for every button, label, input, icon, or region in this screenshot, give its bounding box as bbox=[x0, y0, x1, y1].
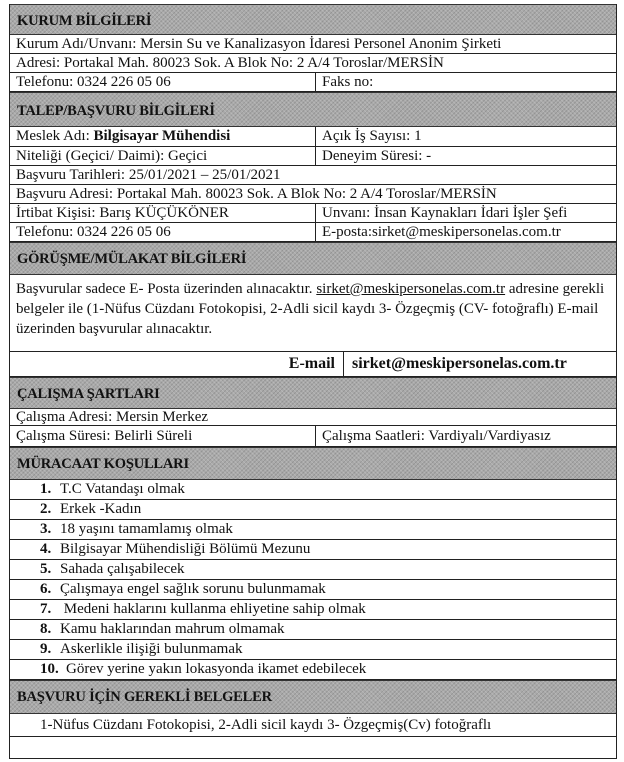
acik-is-sayisi: Açık İş Sayısı: 1 bbox=[322, 128, 422, 144]
section-header-belgeler: BAŞVURU İÇİN GEREKLİ BELGELER bbox=[10, 680, 616, 714]
condition-item bbox=[10, 640, 616, 660]
condition-item bbox=[10, 500, 616, 520]
talep-eposta: E-posta:sirket@meskipersonelas.com.tr bbox=[322, 224, 561, 240]
condition-item bbox=[10, 620, 616, 640]
row-kurum-adi bbox=[10, 35, 616, 54]
basvuru-adresi: Başvuru Adresi: Portakal Mah. 80023 Sok. A Blok No: 2 A/4 Toroslar/MERSİN bbox=[16, 186, 497, 202]
condition-item bbox=[10, 540, 616, 560]
condition-number: 2. bbox=[40, 501, 52, 517]
row-telefon-faks bbox=[10, 73, 616, 92]
kurum-faks: Faks no: bbox=[322, 74, 374, 90]
condition-item bbox=[10, 580, 616, 600]
section-header-muracaat: MÜRACAAT KOŞULLARI bbox=[10, 447, 616, 480]
condition-number: 6. bbox=[40, 581, 52, 597]
row-niteligi bbox=[10, 147, 616, 166]
row-empty bbox=[10, 737, 616, 759]
condition-text: Medeni haklarını kullanma ehliyetine sahip olmak bbox=[60, 601, 366, 617]
row-meslek bbox=[10, 127, 616, 147]
tarihler-value: 25/01/2021 – 25/01/2021 bbox=[128, 167, 281, 183]
row-email bbox=[10, 352, 616, 377]
condition-number: 3. bbox=[40, 521, 52, 537]
meslek-adi bbox=[10, 127, 316, 146]
row-calisma-sure bbox=[10, 426, 616, 447]
meslek-label: Meslek Adı: bbox=[16, 128, 94, 144]
kurum-telefon: Telefonu: 0324 226 05 06 bbox=[10, 73, 316, 91]
row-irtibat bbox=[10, 204, 616, 223]
condition-number: 8. bbox=[40, 621, 52, 637]
row-telefon-eposta bbox=[10, 223, 616, 242]
condition-text: Erkek -Kadın bbox=[60, 501, 142, 517]
email-link[interactable]: sirket@meskipersonelas.com.tr bbox=[316, 281, 506, 297]
condition-text: T.C Vatandaşı olmak bbox=[60, 481, 185, 497]
meslek-value: Bilgisayar Mühendisi bbox=[93, 128, 231, 144]
condition-item bbox=[10, 660, 616, 680]
condition-item bbox=[10, 600, 616, 620]
calisma-suresi: Çalışma Süresi: Belirli Süreli bbox=[10, 426, 316, 446]
condition-text: Çalışmaya engel sağlık sorunu bulunmamak bbox=[60, 581, 326, 597]
gorusme-text-2: adresine gerekli belgeler ile (1-Nüfus Cüzdanı Fotokopisi, 2-Adli sicil kaydı 3- Özgeçmiş (CV- fotoğraflı) E-mail üzerinden başvurular alınacaktır. bbox=[16, 281, 605, 337]
condition-item bbox=[10, 560, 616, 580]
email-label: E-mail bbox=[10, 352, 344, 376]
condition-number: 10. bbox=[40, 661, 59, 677]
condition-text: Sahada çalışabilecek bbox=[60, 561, 185, 577]
row-calisma-adresi bbox=[10, 409, 616, 426]
condition-number: 4. bbox=[40, 541, 52, 557]
section-header-gorusme: GÖRÜŞME/MÜLAKAT BİLGİLERİ bbox=[10, 242, 616, 275]
section-header-calisma: ÇALIŞMA ŞARTLARI bbox=[10, 377, 616, 409]
deneyim-suresi: Deneyim Süresi: - bbox=[322, 148, 432, 164]
gorusme-paragraph bbox=[10, 275, 616, 352]
condition-text: 18 yaşını tamamlamış olmak bbox=[60, 521, 233, 537]
condition-item bbox=[10, 480, 616, 500]
basvuru-tarihleri bbox=[10, 166, 616, 184]
condition-number: 7. bbox=[40, 601, 52, 617]
section-header-talep: TALEP/BAŞVURU BİLGİLERİ bbox=[10, 92, 616, 127]
condition-text: Askerlikle ilişiği bulunmamak bbox=[60, 641, 243, 657]
condition-text: Bilgisayar Mühendisliği Bölümü Mezunu bbox=[60, 541, 311, 557]
unvan: Unvanı: İnsan Kaynakları İdari İşler Şefi bbox=[322, 205, 568, 221]
row-belgeler bbox=[10, 714, 616, 737]
condition-number: 5. bbox=[40, 561, 52, 577]
muracaat-list bbox=[10, 480, 616, 680]
calisma-saatleri: Çalışma Saatleri: Vardiyalı/Vardiyasız bbox=[322, 428, 551, 444]
kurum-adi: Kurum Adı/Unvanı: Mersin Su ve Kanalizasyon İdaresi Personel Anonim Şirketi bbox=[16, 36, 502, 52]
talep-telefon: Telefonu: 0324 226 05 06 bbox=[10, 223, 316, 241]
row-basvuru-adresi bbox=[10, 185, 616, 204]
niteligi: Niteliği (Geçici/ Daimi): Geçici bbox=[10, 147, 316, 165]
condition-text: Görev yerine yakın lokasyonda ikamet edebilecek bbox=[66, 661, 367, 677]
irtibat-kisisi: İrtibat Kişisi: Barış KÜÇÜKÖNER bbox=[10, 204, 316, 222]
condition-text: Kamu haklarından mahrum olmamak bbox=[60, 621, 285, 637]
calisma-adresi: Çalışma Adresi: Mersin Merkez bbox=[16, 409, 209, 425]
belgeler-text: 1-Nüfus Cüzdanı Fotokopisi, 2-Adli sicil kaydı 3- Özgeçmiş(Cv) fotoğraflı bbox=[40, 717, 492, 733]
gorusme-text-1: Başvurular sadece E- Posta üzerinden alınacaktır. bbox=[16, 281, 317, 297]
email-value: sirket@meskipersonelas.com.tr bbox=[352, 355, 567, 372]
row-adres bbox=[10, 54, 616, 73]
section-header-kurum: KURUM BİLGİLERİ bbox=[10, 4, 616, 35]
row-tarihler bbox=[10, 166, 616, 185]
tarihler-label: Başvuru Tarihleri: bbox=[16, 167, 129, 183]
job-application-form bbox=[9, 4, 617, 759]
condition-number: 9. bbox=[40, 641, 52, 657]
condition-item bbox=[10, 520, 616, 540]
kurum-adres: Adresi: Portakal Mah. 80023 Sok. A Blok No: 2 A/4 Toroslar/MERSİN bbox=[16, 55, 444, 71]
condition-number: 1. bbox=[40, 481, 52, 497]
